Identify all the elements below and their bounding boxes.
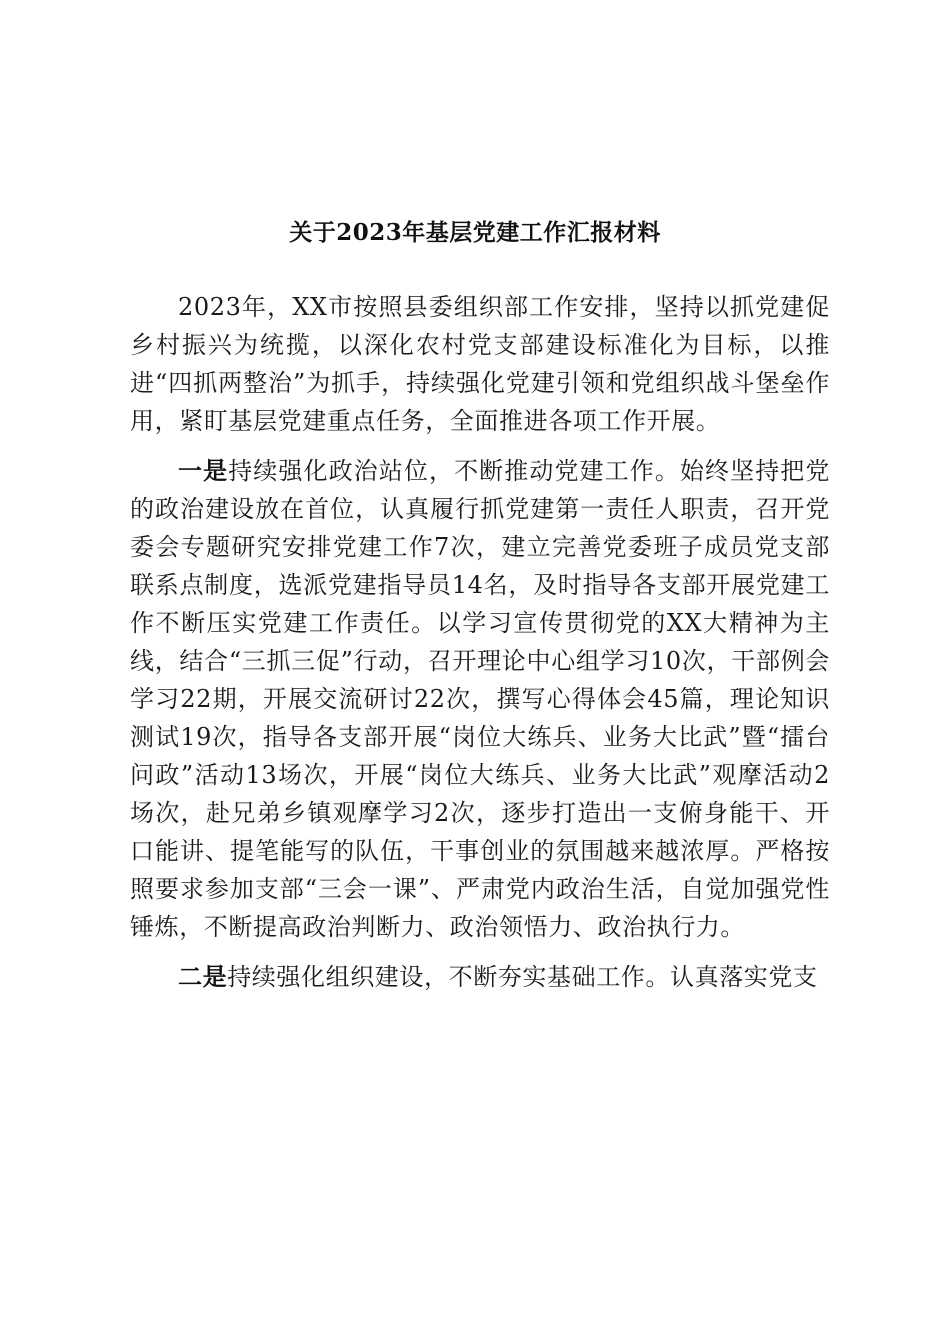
paragraph-section-one: [130, 452, 830, 946]
paragraph-intro: [130, 288, 830, 440]
paragraph-lead: 一是: [178, 456, 229, 485]
paragraph-section-two: [130, 958, 830, 996]
paragraph-lead: 二是: [178, 962, 228, 991]
paragraph-text: 持续强化组织建设，不断夯实基础工作。认真落实党支: [227, 963, 818, 991]
paragraph-text: 持续强化政治站位，不断推动党建工作。始终坚持把党的政治建设放在首位，认真履行抓党建第一责任人职责，召开党委会专题研究安排党建工作7次，建立完善党委班子成员党支部联系点制度，选派党建指导员14名，及时指导各支部开展党建工作不断压实党建工作责任。以学习宣传贯彻党的XX大精神为主线，结合“三抓三促”行动，召开理论中心组学习10次，干部例会学习22期，开展交流研讨22次，撰写心得体会45篇，理论知识测试19次，指导各支部开展“岗位大练兵、业务大比武”暨“擂台问政”活动13场次，开展“岗位大练兵、业务大比武”观摩活动2场次，赴兄弟乡镇观摩学习2次，逐步打造出一支俯身能干、开口能讲、提笔能写的队伍，干事创业的氛围越来越浓厚。严格按照要求参加支部“三会一课”、严肃党内政治生活，自觉加强党性锤炼，不断提高政治判断力、政治领悟力、政治执行力。: [130, 457, 831, 941]
paragraph-text: 2023年，XX市按照县委组织部工作安排，坚持以抓党建促乡村振兴为统揽，以深化农村党支部建设标准化为目标，以推进“四抓两整治”为抓手，持续强化党建引领和党组织战斗堡垒作用，紧盯基层党建重点任务，全面推进各项工作开展。: [130, 293, 830, 435]
document-body: [130, 288, 830, 996]
document-title: 关于2023年基层党建工作汇报材料: [289, 219, 661, 246]
